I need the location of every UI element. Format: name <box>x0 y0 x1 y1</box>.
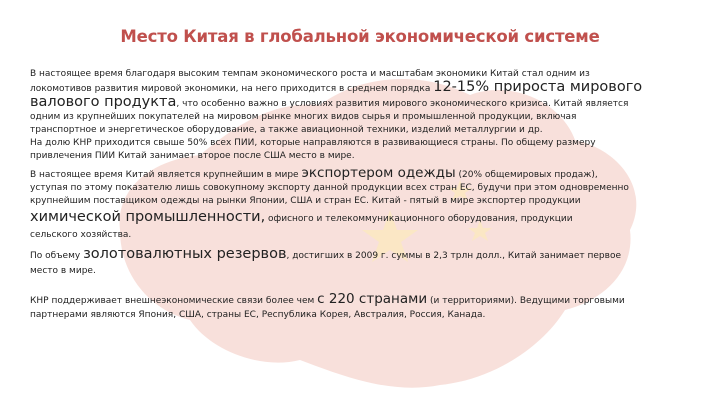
emphasis-text: экспортером одежды <box>301 165 456 181</box>
emphasis-text: валового продукта <box>30 94 177 110</box>
text-line: уступая по этому показателю лишь совокупному экспорту данной продукции всех стран ЕС, будучи при этом одновременно <box>30 183 629 193</box>
text-span: (20% общемировых продаж), <box>458 170 598 180</box>
text-line: крупнейшим поставщиком одежды на рынки Японии, США и стран ЕС. Китай - пятый в мире экспортер продукции <box>30 196 581 206</box>
text-span: По объему <box>30 251 81 261</box>
emphasis-text: с 220 странами <box>317 291 428 307</box>
text-line: На долю КНР приходится свыше 50% всех ПИИ, которые направляются в развивающиеся страны. По общему размеру <box>30 138 596 148</box>
text-line: партнерами являются Япония, США, страны ЕС, Республика Корея, Австралия, Россия, Канада. <box>30 310 486 320</box>
text-line <box>30 167 695 182</box>
text-line: привлечения ПИИ Китай занимает второе после США место в мире. <box>30 151 355 161</box>
text-line <box>30 96 695 111</box>
text-line: одним из крупнейших покупателей на мировом рынке многих видов сырья и промышленной продукции, включая <box>30 112 577 122</box>
text-line: сельского хозяйства. <box>30 230 132 240</box>
text-line: В настоящее время благодаря высоким темпам экономического роста и масштабам экономики Китай стал одним из <box>30 69 590 79</box>
slide-body <box>30 68 695 322</box>
text-span: офисного и телекоммуникационного оборудования, продукции <box>268 214 573 224</box>
slide-title: Место Китая в глобальной экономической системе <box>120 27 600 46</box>
text-span: КНР поддерживает внешнеэкономические связи более чем <box>30 296 315 306</box>
emphasis-text: 12-15% прироста мирового <box>433 79 643 95</box>
text-line <box>30 292 695 309</box>
text-span: В настоящее время Китай является крупнейшим в мире <box>30 170 299 180</box>
emphasis-text: золотовалютных резервов <box>83 246 287 262</box>
text-line <box>30 208 695 229</box>
text-span: , что особенно важно в условиях развития мирового экономического кризиса. Китай является <box>176 99 629 109</box>
text-span: локомотивов развития мировой экономики, на него приходится в среднем порядка <box>30 84 431 94</box>
text-line: место в мире. <box>30 266 96 276</box>
text-line: транспортное и энергетическое оборудование, а также авиационной техники, изделий металлургии и др. <box>30 125 543 135</box>
text-line <box>30 246 695 265</box>
text-span: (и территориями). Ведущими торговыми <box>430 296 625 306</box>
emphasis-text: химической промышленности, <box>30 209 266 225</box>
text-span: , достигших в 2009 г. суммы в 2,3 трлн долл., Китай занимает первое <box>286 251 621 261</box>
spacer <box>30 278 695 292</box>
